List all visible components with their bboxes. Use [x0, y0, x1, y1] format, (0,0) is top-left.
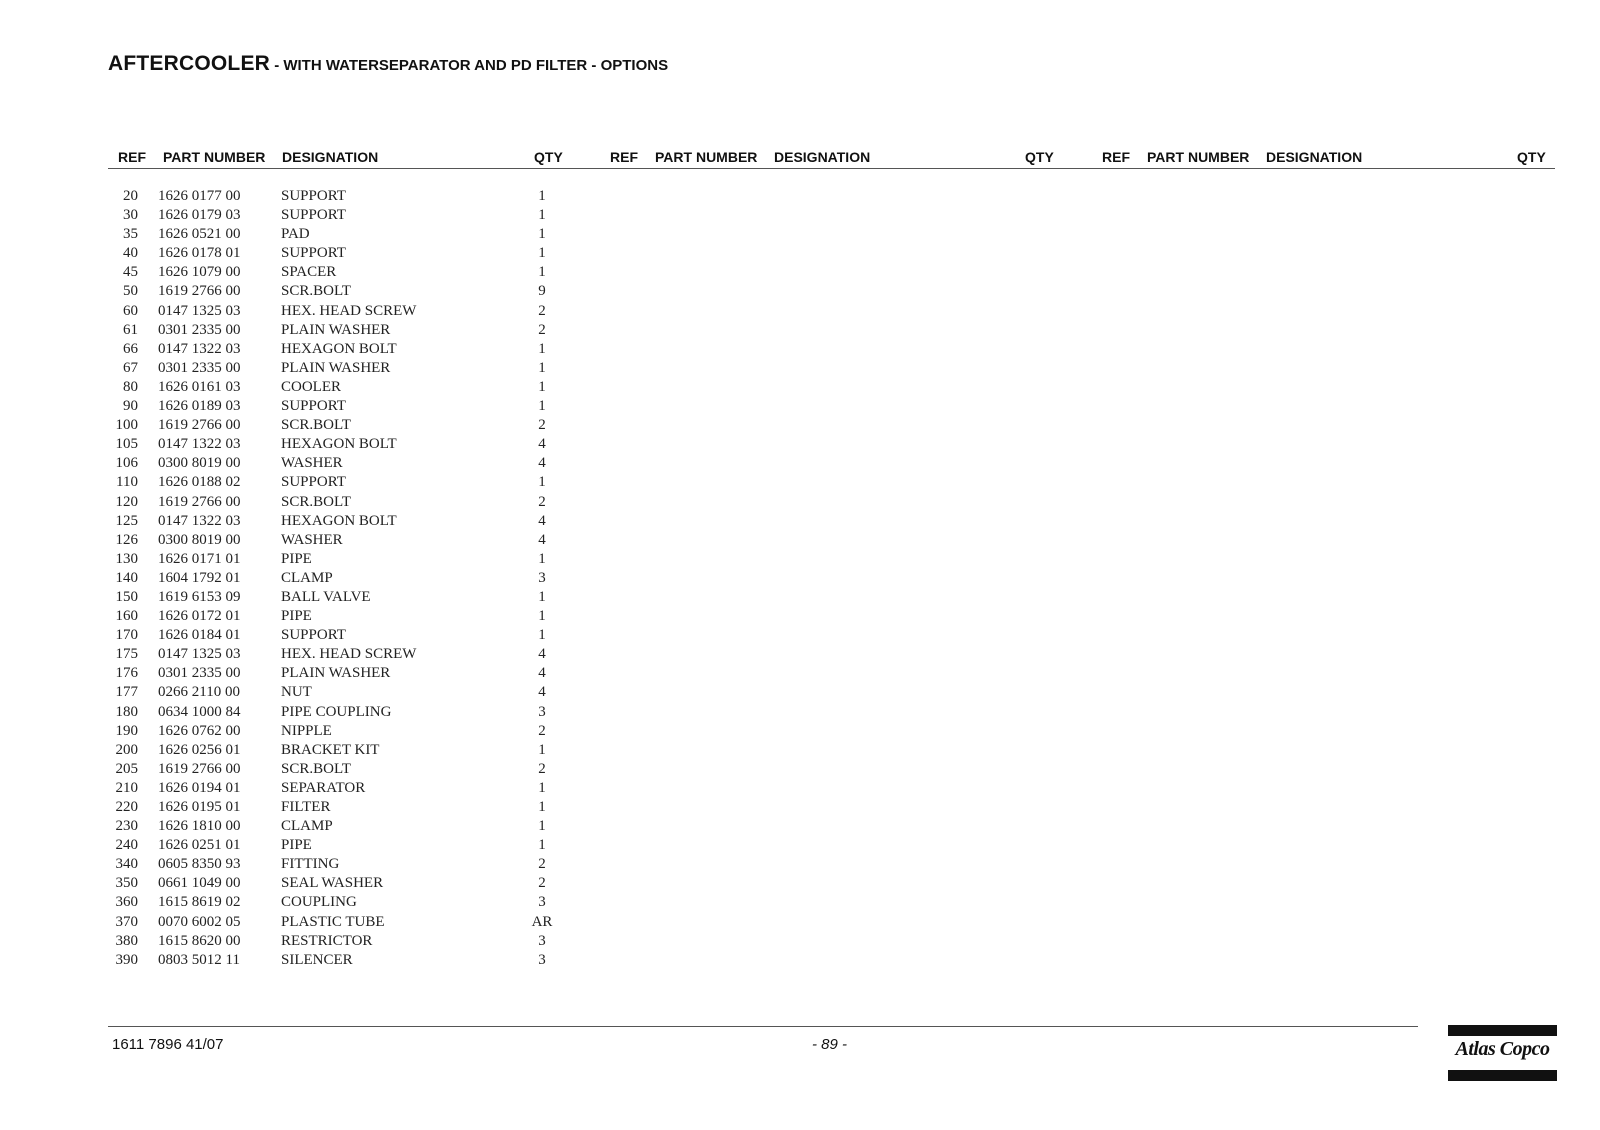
- table-row: [0, 207, 1600, 226]
- table-row: [0, 360, 1600, 379]
- table-row: [0, 780, 1600, 799]
- table-row: [0, 627, 1600, 646]
- part-number-cell: 1619 6153 09: [158, 588, 241, 605]
- header-designation-2: DESIGNATION: [774, 149, 871, 165]
- designation-cell: NIPPLE: [281, 722, 332, 739]
- ref-cell: 370: [115, 913, 138, 930]
- table-row: [0, 723, 1600, 742]
- ref-cell: 210: [115, 779, 138, 796]
- qty-cell: 1: [538, 818, 546, 835]
- designation-cell: SUPPORT: [281, 188, 346, 204]
- qty-cell: 3: [538, 569, 546, 586]
- part-number-cell: 0301 2335 00: [158, 321, 241, 338]
- table-row: [0, 914, 1600, 933]
- qty-cell: 4: [538, 512, 546, 529]
- table-row: [0, 245, 1600, 264]
- designation-cell: SILENCER: [281, 951, 353, 968]
- table-row: [0, 894, 1600, 913]
- qty-cell: 1: [538, 779, 546, 796]
- qty-cell: 1: [538, 588, 546, 605]
- designation-cell: HEXAGON BOLT: [281, 512, 397, 529]
- qty-cell: 1: [538, 378, 546, 395]
- part-number-cell: 0300 8019 00: [158, 455, 241, 472]
- qty-cell: 1: [538, 608, 546, 625]
- part-number-cell: 0634 1000 84: [158, 703, 241, 720]
- part-number-cell: 1626 0251 01: [158, 837, 241, 854]
- qty-cell: 1: [538, 474, 546, 491]
- table-row: [0, 341, 1600, 360]
- designation-cell: SUPPORT: [281, 245, 346, 262]
- ref-cell: 110: [116, 474, 138, 491]
- designation-cell: SCR.BOLT: [281, 760, 351, 777]
- qty-cell: 2: [538, 493, 546, 510]
- qty-cell: 1: [538, 741, 546, 758]
- header-ref-1: REF: [118, 149, 146, 165]
- designation-cell: BALL VALVE: [281, 588, 371, 605]
- table-row: [0, 608, 1600, 627]
- part-number-cell: 1619 2766 00: [158, 493, 241, 510]
- table-row: [0, 379, 1600, 398]
- table-row: [0, 818, 1600, 837]
- part-number-cell: 0147 1325 03: [158, 646, 241, 663]
- ref-cell: 30: [123, 207, 138, 224]
- part-number-cell: 0605 8350 93: [158, 856, 241, 873]
- table-row: [0, 837, 1600, 856]
- header-part-number-3: PART NUMBER: [1147, 149, 1250, 165]
- designation-cell: PLAIN WASHER: [281, 665, 391, 682]
- qty-cell: 1: [538, 837, 546, 854]
- part-number-cell: 1626 0171 01: [158, 550, 241, 567]
- ref-cell: 126: [115, 531, 138, 548]
- designation-cell: PIPE COUPLING: [281, 703, 392, 720]
- designation-cell: WASHER: [281, 455, 343, 472]
- table-row: [0, 532, 1600, 551]
- ref-cell: 390: [115, 951, 138, 968]
- logo-bar-top: [1448, 1025, 1557, 1036]
- ref-cell: 125: [115, 512, 138, 529]
- ref-cell: 230: [115, 818, 138, 835]
- qty-cell: 1: [538, 398, 546, 415]
- qty-cell: 3: [538, 894, 546, 911]
- qty-cell: 4: [538, 436, 546, 453]
- page-number: - 89 -: [812, 1036, 848, 1053]
- ref-cell: 350: [115, 875, 138, 892]
- ref-cell: 90: [123, 398, 138, 415]
- designation-cell: COUPLING: [281, 894, 357, 911]
- part-number-cell: 0301 2335 00: [158, 665, 241, 682]
- ref-cell: 60: [123, 302, 138, 319]
- ref-cell: 200: [115, 741, 138, 758]
- designation-cell: PLAIN WASHER: [281, 359, 391, 376]
- table-row: [0, 226, 1600, 245]
- ref-cell: 340: [115, 856, 138, 873]
- title-sub: - WITH WATERSEPARATOR AND PD FILTER - OPTIONS: [270, 57, 669, 74]
- qty-cell: 2: [538, 856, 546, 873]
- part-number-cell: 1626 0256 01: [158, 741, 241, 758]
- designation-cell: SCR.BOLT: [281, 417, 351, 434]
- qty-cell: 2: [538, 321, 546, 338]
- ref-cell: 170: [115, 627, 138, 644]
- qty-cell: 4: [538, 665, 546, 682]
- designation-cell: SEAL WASHER: [281, 875, 384, 892]
- header-designation-3: DESIGNATION: [1266, 149, 1363, 165]
- ref-cell: 66: [123, 340, 138, 357]
- part-number-cell: 0803 5012 11: [158, 951, 240, 968]
- ref-cell: 120: [115, 493, 138, 510]
- designation-cell: FILTER: [281, 799, 331, 815]
- designation-cell: HEX. HEAD SCREW: [281, 302, 417, 319]
- ref-cell: 150: [115, 588, 138, 605]
- header-ref-3: REF: [1102, 149, 1130, 165]
- table-row: [0, 551, 1600, 570]
- qty-cell: 1: [538, 627, 546, 644]
- header-divider: [108, 168, 1555, 169]
- header-part-number-2: PART NUMBER: [655, 149, 758, 165]
- part-number-cell: 1615 8620 00: [158, 932, 241, 949]
- table-row: [0, 322, 1600, 341]
- table-row: [0, 398, 1600, 417]
- designation-cell: NUT: [281, 684, 312, 701]
- ref-cell: 360: [115, 894, 138, 911]
- part-number-cell: 0147 1322 03: [158, 340, 241, 357]
- qty-cell: 1: [538, 799, 546, 815]
- table-row: [0, 283, 1600, 302]
- table-row: [0, 665, 1600, 684]
- part-number-cell: 1626 0161 03: [158, 378, 241, 395]
- qty-cell: AR: [531, 913, 553, 930]
- table-row: [0, 799, 1600, 818]
- qty-cell: 1: [538, 359, 546, 376]
- table-row: [0, 513, 1600, 532]
- ref-cell: 105: [115, 436, 138, 453]
- title-main: AFTERCOOLER: [108, 52, 271, 75]
- ref-cell: 160: [115, 608, 138, 625]
- part-number-cell: 1619 2766 00: [158, 283, 241, 300]
- qty-cell: 1: [538, 207, 546, 224]
- part-number-cell: 1619 2766 00: [158, 760, 241, 777]
- part-number-cell: 1626 1079 00: [158, 264, 241, 281]
- qty-cell: 1: [538, 245, 546, 262]
- header-qty-3: QTY: [1517, 149, 1546, 165]
- parts-list: [0, 188, 1600, 971]
- designation-cell: CLAMP: [281, 818, 333, 835]
- ref-cell: 40: [123, 245, 138, 262]
- part-number-cell: 1626 0521 00: [158, 226, 241, 243]
- table-row: [0, 761, 1600, 780]
- table-row: [0, 264, 1600, 283]
- designation-cell: PIPE: [281, 837, 312, 854]
- designation-cell: SUPPORT: [281, 627, 346, 644]
- part-number-cell: 1626 0189 03: [158, 398, 241, 415]
- designation-cell: HEXAGON BOLT: [281, 340, 397, 357]
- ref-cell: 180: [115, 703, 138, 720]
- header-qty-1: QTY: [534, 149, 563, 165]
- ref-cell: 220: [115, 799, 138, 815]
- ref-cell: 176: [115, 665, 138, 682]
- qty-cell: 1: [538, 188, 546, 204]
- atlas-copco-logo: [1448, 1025, 1557, 1081]
- designation-cell: PIPE: [281, 550, 312, 567]
- table-row: [0, 417, 1600, 436]
- part-number-cell: 1626 0188 02: [158, 474, 241, 491]
- designation-cell: HEXAGON BOLT: [281, 436, 397, 453]
- ref-cell: 175: [115, 646, 138, 663]
- qty-cell: 3: [538, 703, 546, 720]
- ref-cell: 61: [123, 321, 138, 338]
- page-title: [108, 52, 668, 76]
- footer-divider: [108, 1026, 1418, 1027]
- qty-cell: 1: [538, 340, 546, 357]
- ref-cell: 205: [115, 760, 138, 777]
- ref-cell: 20: [123, 188, 138, 204]
- part-number-cell: 1626 0194 01: [158, 779, 241, 796]
- logo-wordmark: Atlas Copco: [1455, 1038, 1550, 1060]
- ref-cell: 45: [123, 264, 138, 281]
- designation-cell: PAD: [281, 226, 310, 243]
- part-number-cell: 1626 0177 00: [158, 188, 241, 204]
- part-number-cell: 1615 8619 02: [158, 894, 241, 911]
- designation-cell: SPACER: [281, 264, 337, 281]
- designation-cell: SCR.BOLT: [281, 283, 351, 300]
- ref-cell: 67: [123, 359, 138, 376]
- table-row: [0, 455, 1600, 474]
- part-number-cell: 0301 2335 00: [158, 359, 241, 376]
- part-number-cell: 0300 8019 00: [158, 531, 241, 548]
- qty-cell: 4: [538, 531, 546, 548]
- logo-bar-bottom: [1448, 1070, 1557, 1081]
- qty-cell: 1: [538, 264, 546, 281]
- table-row: [0, 589, 1600, 608]
- table-row: [0, 570, 1600, 589]
- part-number-cell: 1626 0179 03: [158, 207, 241, 224]
- part-number-cell: 0147 1322 03: [158, 436, 241, 453]
- qty-cell: 2: [538, 875, 546, 892]
- part-number-cell: 1626 0195 01: [158, 799, 241, 815]
- table-row: [0, 952, 1600, 971]
- table-row: [0, 742, 1600, 761]
- qty-cell: 4: [538, 455, 546, 472]
- ref-cell: 177: [115, 684, 138, 701]
- designation-cell: SUPPORT: [281, 207, 346, 224]
- part-number-cell: 0266 2110 00: [158, 684, 240, 701]
- designation-cell: PLAIN WASHER: [281, 321, 391, 338]
- designation-cell: BRACKET KIT: [281, 741, 380, 758]
- ref-cell: 190: [115, 722, 138, 739]
- header-qty-2: QTY: [1025, 149, 1054, 165]
- ref-cell: 35: [123, 226, 138, 243]
- qty-cell: 2: [538, 417, 546, 434]
- designation-cell: PIPE: [281, 608, 312, 625]
- qty-cell: 2: [538, 302, 546, 319]
- part-number-cell: 0147 1325 03: [158, 302, 241, 319]
- designation-cell: PLASTIC TUBE: [281, 913, 385, 930]
- part-number-cell: 1626 0184 01: [158, 627, 241, 644]
- qty-cell: 3: [538, 932, 546, 949]
- table-row: [0, 875, 1600, 894]
- ref-cell: 106: [115, 455, 138, 472]
- part-number-cell: 1619 2766 00: [158, 417, 241, 434]
- part-number-cell: 1626 0178 01: [158, 245, 241, 262]
- ref-cell: 50: [123, 283, 138, 300]
- table-row: [0, 474, 1600, 493]
- designation-cell: WASHER: [281, 531, 343, 548]
- part-number-cell: 1626 0762 00: [158, 722, 241, 739]
- table-row: [0, 494, 1600, 513]
- document-number: 1611 7896 41/07: [112, 1036, 224, 1053]
- designation-cell: HEX. HEAD SCREW: [281, 646, 417, 663]
- part-number-cell: 0661 1049 00: [158, 875, 241, 892]
- designation-cell: RESTRICTOR: [281, 932, 373, 949]
- header-part-number-1: PART NUMBER: [163, 149, 266, 165]
- table-row: [0, 684, 1600, 703]
- qty-cell: 2: [538, 722, 546, 739]
- designation-cell: SCR.BOLT: [281, 493, 351, 510]
- designation-cell: SUPPORT: [281, 474, 346, 491]
- designation-cell: COOLER: [281, 378, 341, 395]
- header-designation-1: DESIGNATION: [282, 149, 379, 165]
- designation-cell: SUPPORT: [281, 398, 346, 415]
- designation-cell: FITTING: [281, 856, 340, 873]
- ref-cell: 80: [123, 378, 138, 395]
- part-number-cell: 1626 1810 00: [158, 818, 241, 835]
- qty-cell: 3: [538, 951, 546, 968]
- qty-cell: 1: [538, 226, 546, 243]
- ref-cell: 240: [115, 837, 138, 854]
- part-number-cell: 0070 6002 05: [158, 913, 241, 930]
- table-row: [0, 646, 1600, 665]
- qty-cell: 1: [538, 550, 546, 567]
- ref-cell: 100: [115, 417, 138, 434]
- qty-cell: 9: [538, 283, 546, 300]
- qty-cell: 2: [538, 760, 546, 777]
- qty-cell: 4: [538, 646, 546, 663]
- table-row: [0, 856, 1600, 875]
- qty-cell: 4: [538, 684, 546, 701]
- header-ref-2: REF: [610, 149, 638, 165]
- table-row: [0, 933, 1600, 952]
- part-number-cell: 1626 0172 01: [158, 608, 241, 625]
- ref-cell: 130: [115, 550, 138, 567]
- table-row: [0, 188, 1600, 207]
- part-number-cell: 1604 1792 01: [158, 569, 241, 586]
- designation-cell: CLAMP: [281, 569, 333, 586]
- table-row: [0, 303, 1600, 322]
- part-number-cell: 0147 1322 03: [158, 512, 241, 529]
- table-row: [0, 704, 1600, 723]
- designation-cell: SEPARATOR: [281, 779, 366, 796]
- ref-cell: 380: [115, 932, 138, 949]
- table-row: [0, 436, 1600, 455]
- ref-cell: 140: [115, 569, 138, 586]
